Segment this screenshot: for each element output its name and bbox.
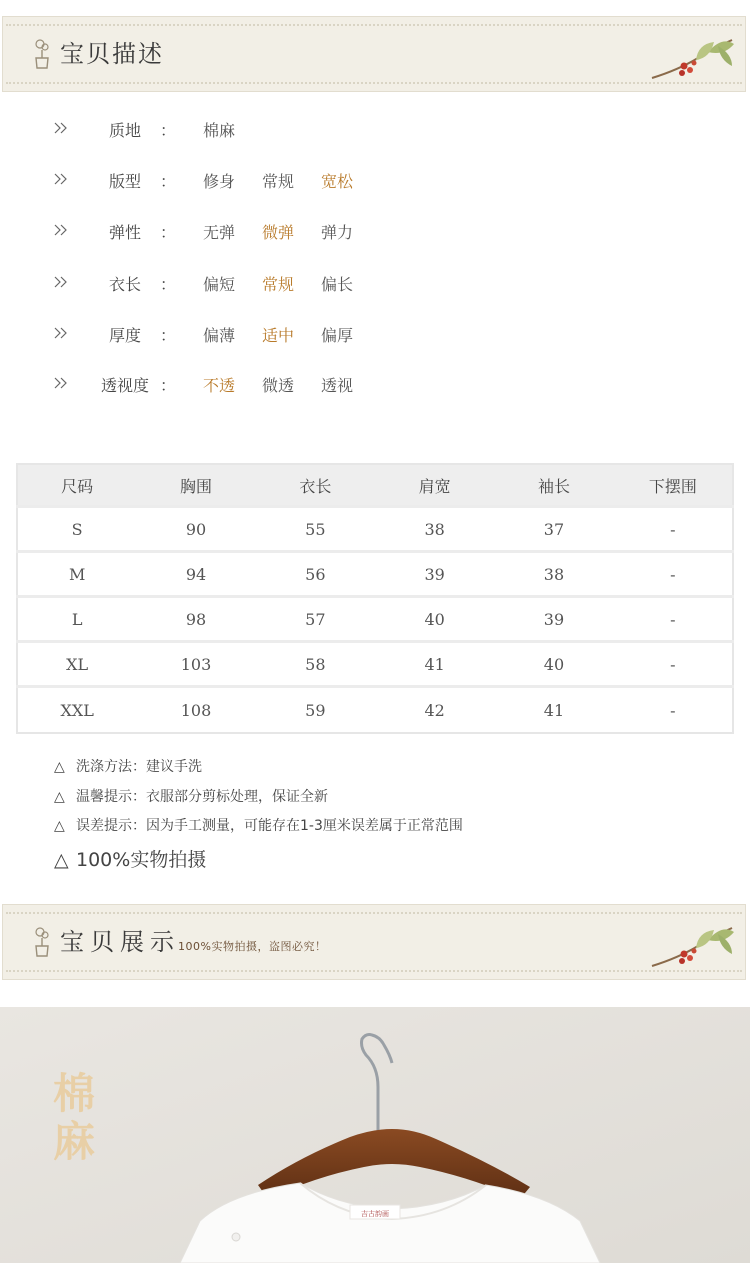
double-chevron-icon bbox=[54, 376, 68, 390]
attribute-row bbox=[0, 220, 750, 246]
attribute-colon: ： bbox=[160, 376, 177, 395]
note-tips: △ 温馨提示：衣服部分剪标处理，保证全新 bbox=[54, 789, 328, 805]
attribute-option: 常规 bbox=[261, 172, 294, 191]
banner-dotted-border-top bbox=[6, 912, 742, 914]
attribute-colon: ： bbox=[160, 223, 177, 242]
hanger-shirt-illustration bbox=[0, 1007, 750, 1263]
attribute-option-selected: 适中 bbox=[261, 326, 294, 345]
attribute-colon: ： bbox=[160, 326, 177, 345]
section-header-display bbox=[2, 904, 746, 980]
attribute-option: 偏薄 bbox=[202, 326, 235, 345]
table-cell: XL bbox=[17, 642, 136, 687]
table-cell: - bbox=[614, 687, 733, 734]
table-cell: - bbox=[614, 642, 733, 687]
triangle-icon: △ bbox=[54, 818, 65, 834]
section-title: 宝贝描述 bbox=[60, 40, 164, 68]
table-cell: - bbox=[614, 507, 733, 552]
attribute-row bbox=[0, 373, 750, 399]
stamp-character: 麻 bbox=[52, 1117, 95, 1166]
shirt-label-text: 吉古韵画 bbox=[361, 1210, 389, 1218]
table-cell: 98 bbox=[136, 597, 255, 642]
banner-dotted-border-top bbox=[6, 24, 742, 26]
note-real-photo: △ 100%实物拍摄 bbox=[54, 849, 207, 871]
table-cell: 42 bbox=[375, 687, 494, 734]
attribute-option: 弹力 bbox=[320, 223, 353, 242]
triangle-icon: △ bbox=[54, 789, 65, 805]
attribute-option-selected: 不透 bbox=[202, 376, 235, 395]
attribute-option: 偏短 bbox=[202, 275, 235, 294]
attribute-row bbox=[0, 169, 750, 195]
attribute-label: 版型 bbox=[108, 172, 141, 191]
product-photo bbox=[0, 1007, 750, 1263]
banner-dotted-border-bottom bbox=[6, 82, 742, 84]
table-cell: 38 bbox=[375, 507, 494, 552]
table-row bbox=[17, 552, 733, 597]
attribute-label: 质地 bbox=[108, 121, 141, 140]
attribute-option-selected: 微弹 bbox=[261, 223, 294, 242]
attribute-label: 弹性 bbox=[108, 223, 141, 242]
table-cell: 39 bbox=[375, 552, 494, 597]
triangle-icon: △ bbox=[54, 759, 65, 775]
attribute-option: 修身 bbox=[202, 172, 235, 191]
table-row bbox=[17, 507, 733, 552]
table-cell: S bbox=[17, 507, 136, 552]
double-chevron-icon bbox=[54, 326, 68, 340]
attribute-label: 透视度 bbox=[100, 376, 149, 395]
table-row bbox=[17, 597, 733, 642]
attribute-option: 偏厚 bbox=[320, 326, 353, 345]
table-header-cell: 衣长 bbox=[256, 464, 375, 507]
table-cell: 58 bbox=[256, 642, 375, 687]
attribute-colon: ： bbox=[160, 121, 177, 140]
attribute-colon: ： bbox=[160, 172, 177, 191]
triangle-icon: △ bbox=[54, 849, 69, 871]
table-header-cell: 胸围 bbox=[136, 464, 255, 507]
table-cell: 108 bbox=[136, 687, 255, 734]
stamp-character: 棉 bbox=[52, 1069, 95, 1118]
table-row bbox=[17, 687, 733, 734]
attribute-option: 棉麻 bbox=[202, 121, 235, 140]
attribute-option-selected: 宽松 bbox=[320, 172, 353, 191]
note-error: △ 误差提示：因为手工测量，可能存在1-3厘米误差属于正常范围 bbox=[54, 818, 463, 834]
double-chevron-icon bbox=[54, 121, 68, 135]
table-cell: 37 bbox=[494, 507, 613, 552]
berry-branch-icon bbox=[648, 30, 738, 82]
table-cell: 39 bbox=[494, 597, 613, 642]
attribute-row bbox=[0, 272, 750, 298]
attribute-option: 偏长 bbox=[320, 275, 353, 294]
attribute-option: 微透 bbox=[261, 376, 294, 395]
table-header-cell: 肩宽 bbox=[375, 464, 494, 507]
table-cell: XXL bbox=[17, 687, 136, 734]
table-cell: - bbox=[614, 597, 733, 642]
table-cell: 38 bbox=[494, 552, 613, 597]
table-cell: 90 bbox=[136, 507, 255, 552]
table-cell: M bbox=[17, 552, 136, 597]
attribute-row bbox=[0, 323, 750, 349]
flower-logo-icon bbox=[32, 38, 52, 72]
table-header-cell: 尺码 bbox=[17, 464, 136, 507]
table-header-cell: 下摆围 bbox=[614, 464, 733, 507]
table-row bbox=[17, 642, 733, 687]
table-cell: L bbox=[17, 597, 136, 642]
attribute-option: 无弹 bbox=[202, 223, 235, 242]
size-table bbox=[16, 463, 734, 734]
flower-logo-icon bbox=[32, 926, 52, 960]
note-wash: △ 洗涤方法：建议手洗 bbox=[54, 759, 202, 775]
table-cell: 94 bbox=[136, 552, 255, 597]
table-cell: 56 bbox=[256, 552, 375, 597]
attribute-option-selected: 常规 bbox=[261, 275, 294, 294]
table-header-row bbox=[17, 464, 733, 507]
table-cell: 41 bbox=[494, 687, 613, 734]
attribute-option: 透视 bbox=[320, 376, 353, 395]
banner-dotted-border-bottom bbox=[6, 970, 742, 972]
double-chevron-icon bbox=[54, 275, 68, 289]
double-chevron-icon bbox=[54, 172, 68, 186]
table-cell: 40 bbox=[494, 642, 613, 687]
berry-branch-icon bbox=[648, 918, 738, 970]
double-chevron-icon bbox=[54, 223, 68, 237]
section-header-description bbox=[2, 16, 746, 92]
table-cell: 41 bbox=[375, 642, 494, 687]
section-subtitle: 100%实物拍摄，盗图必究！ bbox=[178, 940, 327, 953]
table-cell: 57 bbox=[256, 597, 375, 642]
table-cell: - bbox=[614, 552, 733, 597]
table-header-cell: 袖长 bbox=[494, 464, 613, 507]
table-cell: 55 bbox=[256, 507, 375, 552]
attribute-label: 厚度 bbox=[108, 326, 141, 345]
table-cell: 40 bbox=[375, 597, 494, 642]
table-cell: 59 bbox=[256, 687, 375, 734]
attribute-label: 衣长 bbox=[108, 275, 141, 294]
section-title: 宝贝展示 bbox=[60, 928, 180, 956]
table-cell: 103 bbox=[136, 642, 255, 687]
attribute-colon: ： bbox=[160, 275, 177, 294]
attribute-row bbox=[0, 118, 750, 144]
